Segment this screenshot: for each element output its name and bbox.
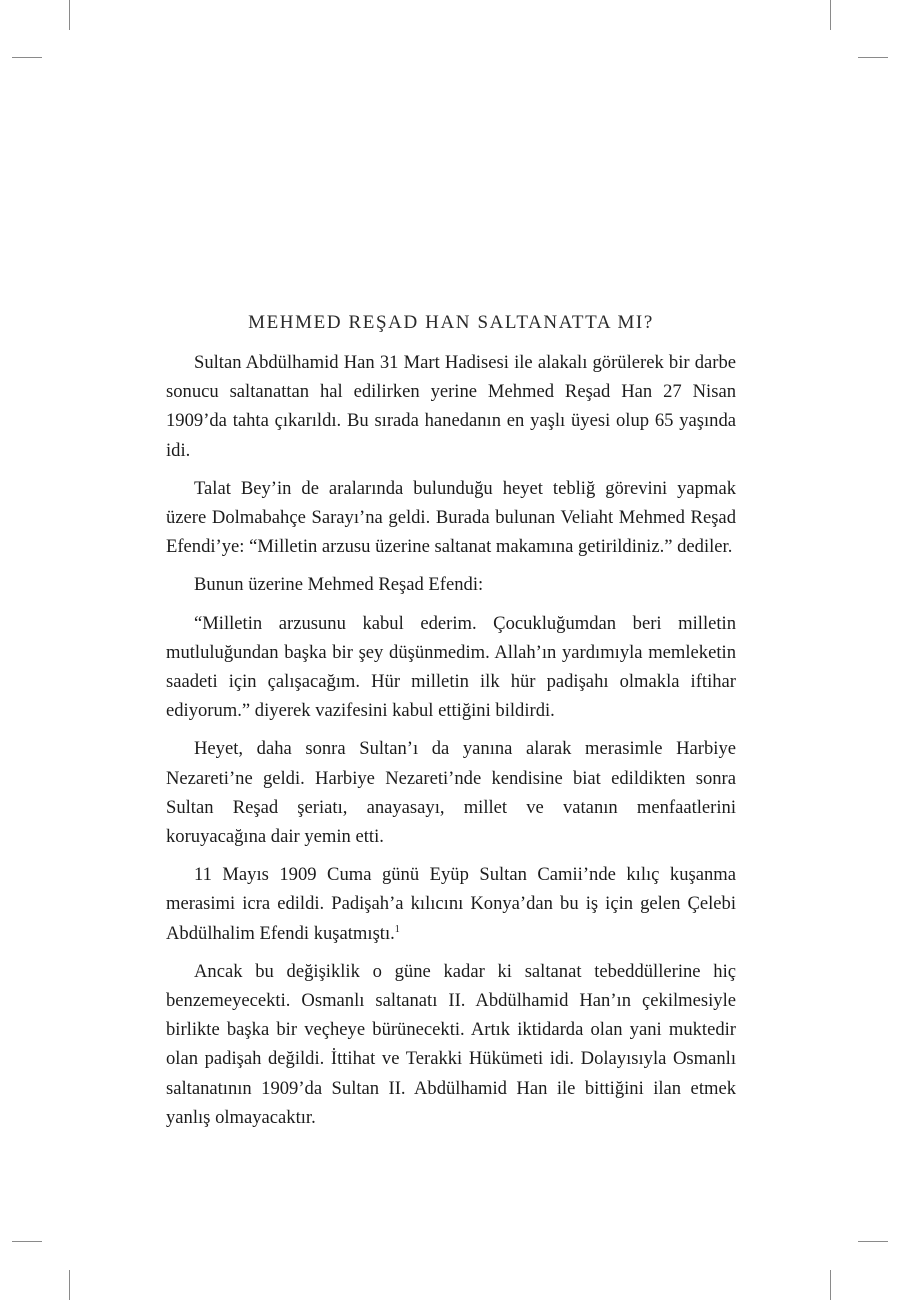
- paragraph-6-text: 11 Mayıs 1909 Cuma günü Eyüp Sultan Camii’nde kılıç kuşanma merasimi icra edildi. Padişah’a kılıcını Konya’dan bu iş için gelen Çelebi Abdülhalim Efendi kuşatmıştı.: [166, 864, 736, 944]
- paragraph-4-quote: “Milletin arzusunu kabul ederim. Çocukluğumdan beri milletin mutluluğundan başka bir şey düşünmedim. Allah’ın yardımıyla memleketin saadeti için çalışacağım. Hür milletin ilk hür padişahı olmakla iftihar ediyorum.” diyerek vazifesini kabul ettiğini bildirdi.: [166, 612, 736, 722]
- crop-mark-top-left-horizontal: [12, 57, 42, 58]
- page-body: [166, 308, 736, 1132]
- crop-mark-bottom-right-vertical: [830, 1270, 831, 1300]
- footnote-marker[interactable]: 1: [394, 923, 400, 935]
- crop-mark-bottom-right-horizontal: [858, 1241, 888, 1242]
- paragraph-5: Heyet, daha sonra Sultan’ı da yanına alarak merasimle Harbiye Nezareti’ne geldi. Harbiye Nezareti’nde kendisine biat edildikten sonra Sultan Reşad şeriatı, anayasayı, millet ve vatanın menfaatlerini koruyacağına dair yemin etti.: [166, 738, 736, 848]
- paragraph-1: Sultan Abdülhamid Han 31 Mart Hadisesi ile alakalı görülerek bir darbe sonucu saltanattan hal edilirken yerine Mehmed Reşad Han 27 Nisan 1909’da tahta çıkarıldı. Bu sırada hanedanın en yaşlı üyesi olup 65 yaşında idi.: [166, 352, 736, 461]
- paragraph-7: Ancak bu değişiklik o güne kadar ki saltanat tebeddüllerine hiç benzemeyecekti. Osmanlı saltanatı II. Abdülhamid Han’ın çekilmesiyle birlikte başka bir veçheye bürünecekti. Artık iktidarda olan yani muktedir olan padişah değildi. İttihat ve Terakki Hükümeti idi. Dolayısıyla Osmanlı saltanatının 1909’da Sultan II. Abdülhamid Han ile bittiğini ilan etmek yanlış olmayacaktır.: [166, 960, 736, 1128]
- paragraph-3: Bunun üzerine Mehmed Reşad Efendi:: [194, 574, 484, 596]
- crop-mark-bottom-left-vertical: [69, 1270, 70, 1300]
- paragraph-2: Talat Bey’in de aralarında bulunduğu heyet tebliğ görevini yapmak üzere Dolmabahçe Sarayı’na geldi. Burada bulunan Veliaht Mehmed Reşad Efendi’ye: “Milletin arzusu üzerine saltanat makamına getirildiniz.” dediler.: [166, 477, 736, 558]
- crop-mark-top-left-vertical: [69, 0, 70, 30]
- chapter-title: MEHMED REŞAD HAN SALTANATTA MI?: [248, 312, 654, 333]
- crop-mark-top-right-vertical: [830, 0, 831, 30]
- paragraph-6: [166, 860, 736, 948]
- crop-mark-bottom-left-horizontal: [12, 1241, 42, 1242]
- crop-mark-top-right-horizontal: [858, 57, 888, 58]
